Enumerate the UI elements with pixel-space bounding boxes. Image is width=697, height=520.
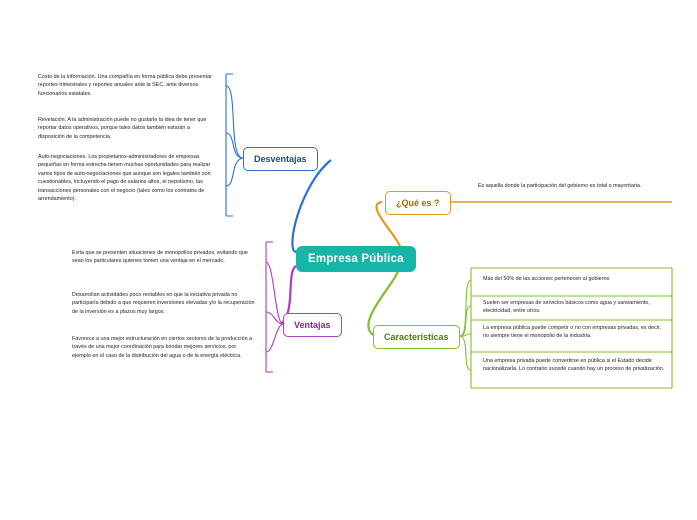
connector-caracteristicas-leaf-0	[460, 280, 471, 336]
leaf-quees-0: Es aquella donde la participación del gobierno es total o mayoritaria.	[478, 183, 642, 189]
connector-ventajas-leaf-0	[266, 262, 283, 324]
connector-central-desventajas	[292, 160, 331, 252]
branch-ventajas[interactable]: Ventajas	[283, 313, 342, 337]
connector-caracteristicas-leaf-3	[460, 336, 471, 370]
connector-desventajas-leaf-0	[226, 86, 243, 158]
connector-ventajas-leaf-1	[266, 312, 283, 324]
leaf-desventajas-2: Auto-negociaciones. Los propietarios-administradores de empresas pequeñas en forma estrecha tienen muchas oportunidades para realizar varios tipos de auto-negociaciones que aunque son legales también son cuestionables, incluyendo el pago de salarios altos, el nepotismo, las transacciones personales con el negocio (tales como los contratos de arrendamiento).	[38, 154, 211, 202]
branch-quees[interactable]: ¿Qué es ?	[385, 191, 451, 215]
leaf-caracteristicas-0: Más del 50% de las acciones pertenecen al gobierno	[483, 276, 610, 282]
branch-caracteristicas[interactable]: Características	[373, 325, 460, 349]
leaf-caracteristicas-1: Suelen ser empresas de servicios básicos como agua y saneamiento, electricidad, entre otros.	[483, 300, 650, 315]
connector-desventajas-caps	[226, 74, 233, 216]
leaf-caracteristicas-2: La empresa pública puede competir o no con empresas privadas, es decir, no siempre tiene el monopolio de la industria.	[483, 325, 661, 340]
connector-desventajas-leaf-1	[226, 133, 243, 158]
connector-ventajas-caps	[266, 242, 273, 372]
leaf-desventajas-0: Costo de la información. Una compañía en forma pública debe presentar reportes trimestrales y reportes anuales ante la SEC, ante diversos funcionarios estatales.	[38, 74, 212, 97]
leaf-caracteristicas-3: Una empresa privada puede convertirse en pública si el Estado decide nacionalizarla. Lo contrario sucede cuando hay un proceso de privatización.	[483, 358, 665, 373]
branch-desventajas[interactable]: Desventajas	[243, 147, 318, 171]
central-node[interactable]: Empresa Pública	[296, 246, 416, 272]
connector-desventajas-leaf-2	[226, 158, 243, 186]
leaf-ventajas-2: Favorece a una mejor estructuración en ciertos sectores de la producción a través de una mejor coordinación para brindar mejores servicios, por ejemplo en el caso de la distribución del agua o de la energía eléctrica.	[72, 336, 253, 359]
leaf-ventajas-0: Evita que se presenten situaciones de monopolios privados, evitando que sean los particulares quienes tomen una ventaja en el mercado.	[72, 250, 248, 265]
connector-caracteristicas-leaf-2	[460, 334, 471, 336]
leaf-ventajas-1: Desarrollan actividades poco rentables en que la iniciativa privada no participaría debido a que requieren inversiones elevadas y/o la recuperación de la inversión es a plazos muy largos.	[72, 292, 255, 315]
connector-caracteristicas-leaf-1	[460, 306, 471, 336]
connector-ventajas-leaf-2	[266, 324, 283, 352]
leaf-desventajas-1: Revelación. A la administración puede no gustarle la idea de tener que reportar datos operativos, porque tales datos también estarán a disposición de la competencia.	[38, 117, 207, 140]
